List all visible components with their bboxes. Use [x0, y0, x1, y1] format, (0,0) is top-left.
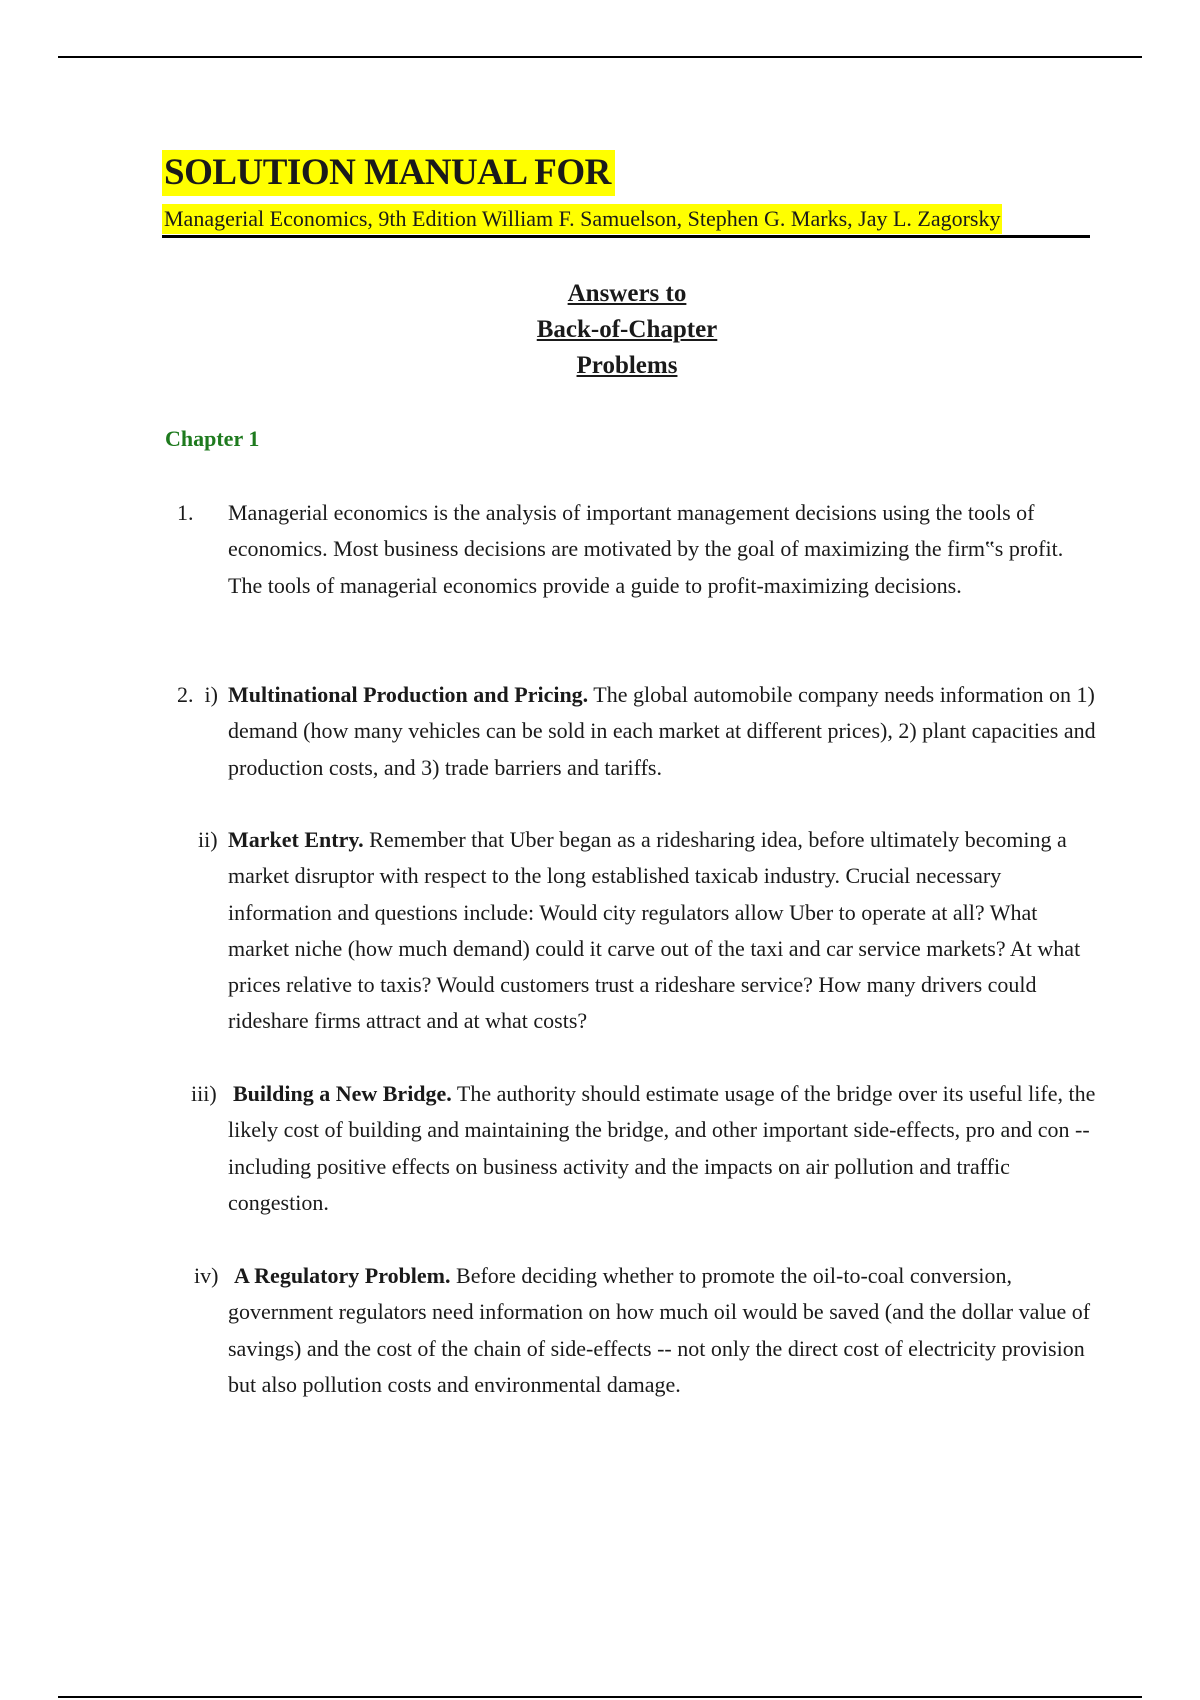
item-number-2-ii: ii) — [198, 827, 218, 852]
answer-2-i-text: The global automobile company needs information on 1) demand (how many vehicles can be sold in each market at different prices), 2) plant capacities and production costs, and 3) trade barriers and tariffs. — [228, 682, 1096, 780]
bottom-rule — [58, 1696, 1142, 1698]
top-rule — [58, 56, 1142, 58]
answer-2-i-heading: Multinational Production and Pricing. — [228, 682, 589, 707]
answers-heading-line1: Answers to — [567, 280, 687, 307]
item-number-2-i: 2. i) — [177, 682, 218, 707]
answers-heading-line2: Back-of-Chapter — [536, 316, 718, 343]
answer-2-iii-heading: Building a New Bridge. — [233, 1081, 452, 1106]
document-title: SOLUTION MANUAL FOR — [162, 150, 615, 196]
answer-1-text: Managerial economics is the analysis of important management decisions using the tools of economics. Most business decisions are motivated by the goal of maximizing the firm‟s profit. The tools of managerial economics provide a guide to profit-maximizing decisions. — [228, 500, 1064, 598]
answer-2-iv-heading: A Regulatory Problem. — [234, 1263, 451, 1288]
item-number-2-iii: iii) — [191, 1081, 217, 1106]
answers-heading — [0, 276, 1200, 384]
document-header — [162, 150, 1092, 238]
subtitle-underline — [162, 204, 1090, 238]
answer-2-ii-text: Remember that Uber began as a ridesharing idea, before ultimately becoming a market disruptor with respect to the long established taxicab industry. Crucial necessary information and questions include: Would city regulators allow Uber to operate at all? What market niche (how much demand) could it carve out of the taxi and car service markets? At what prices relative to taxis? Would customers trust a rideshare service? How many drivers could rideshare firms attract and at what costs? — [228, 827, 1081, 1034]
answer-2-iv — [228, 1258, 1098, 1403]
answer-2-ii-heading: Market Entry. — [228, 827, 364, 852]
answer-2-ii — [228, 822, 1098, 1040]
answer-2-iv-text: Before deciding whether to promote the oil-to-coal conversion, government regulators need information on how much oil would be saved (and the dollar value of savings) and the cost of the chain of side-effects -- not only the direct cost of electricity provision but also pollution costs and environmental damage. — [228, 1263, 1091, 1397]
document-subtitle: Managerial Economics, 9th Edition William F. Samuelson, Stephen G. Marks, Jay L. Zagorsky — [162, 204, 1002, 234]
chapter-heading: Chapter 1 — [165, 426, 260, 451]
answer-2-iii — [228, 1076, 1098, 1221]
item-number-1: 1. — [177, 500, 194, 525]
answers-heading-line3: Problems — [576, 352, 678, 379]
item-number-2-iv: iv) — [194, 1263, 219, 1288]
answer-2-iii-text: The authority should estimate usage of the bridge over its useful life, the likely cost of building and maintaining the bridge, and other important side-effects, pro and con -- including positive effects on business activity and the impacts on air pollution and traffic congestion. — [228, 1081, 1096, 1215]
answer-2-i — [228, 677, 1098, 786]
